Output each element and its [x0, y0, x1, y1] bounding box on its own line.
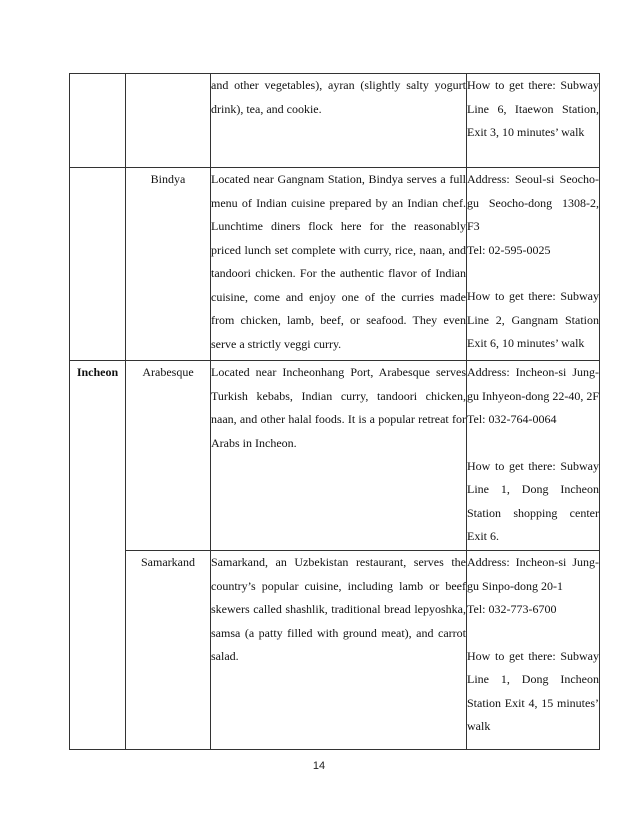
region-cell-empty — [70, 168, 126, 361]
spacer — [467, 432, 599, 455]
table-row — [70, 74, 600, 168]
table-row — [70, 361, 600, 551]
page-number: 14 — [312, 760, 326, 772]
restaurant-description: and other vegetables), ayran (slightly salty yogurt drink), tea, and cookie. — [211, 74, 467, 168]
directions-text: How to get there: Subway Line 6, Itaewon Station, Exit 3, 10 minutes’ walk — [467, 78, 599, 139]
restaurant-description: Located near Gangnam Station, Bindya serves a full menu of Indian cuisine prepared by an Indian chef. Lunchtime diners flock here for the reasonably priced lunch set complete with curry, rice, naan, and tandoori chicken. For the authentic flavor of Indian cuisine, come and enjoy one of the curries made from chicken, lamb, beef, or seafood. They even serve a strictly veggi curry. — [211, 168, 467, 361]
tel-text: Tel: 02-595-0025 — [467, 242, 551, 257]
tel-text: Tel: 032-764-0064 — [467, 412, 557, 426]
restaurant-description: Located near Incheonhang Port, Arabesque serves Turkish kebabs, Indian curry, tandoori chicken, naan, and other halal foods. It is a popular retreat for Arabs in Incheon. — [211, 361, 467, 551]
restaurant-name — [126, 74, 211, 168]
address-text: Address: Seoul-si Seocho-gu Seocho-dong 1308-2, F3 — [467, 172, 599, 233]
directions-text: How to get there: Subway Line 2, Gangnam Station Exit 6, 10 minutes’ walk — [467, 289, 599, 350]
directions-text: How to get there: Subway Line 1, Dong Incheon Station Exit 4, 15 minutes’ walk — [467, 648, 599, 733]
region-cell: Incheon — [70, 361, 126, 750]
restaurant-name: Bindya — [126, 168, 211, 361]
restaurant-info — [467, 551, 600, 750]
tel-text: Tel: 032-773-6700 — [467, 602, 557, 616]
restaurant-description: Samarkand, an Uzbekistan restaurant, serves the country’s popular cuisine, including lamb or beef skewers called shashlik, traditional bread lepyoshka, samsa (a patty filled with ground meat), and carrot salad. — [211, 551, 467, 750]
restaurant-info — [467, 168, 600, 361]
restaurant-table — [69, 73, 600, 750]
directions-text: How to get there: Subway Line 1, Dong Incheon Station shopping center Exit 6. — [467, 458, 599, 543]
spacer — [467, 622, 599, 645]
restaurant-name: Arabesque — [126, 361, 211, 551]
table-row — [70, 551, 600, 750]
region-cell-empty — [70, 74, 126, 168]
address-text: Address: Incheon-si Jung-gu Sinpo-dong 20-1 — [467, 555, 599, 593]
restaurant-info — [467, 361, 600, 551]
address-text: Address: Incheon-si Jung-gu Inhyeon-dong 22-40, 2F — [467, 365, 599, 403]
spacer — [467, 262, 599, 285]
restaurant-info — [467, 74, 600, 168]
restaurant-name: Samarkand — [126, 551, 211, 750]
table-row — [70, 168, 600, 361]
